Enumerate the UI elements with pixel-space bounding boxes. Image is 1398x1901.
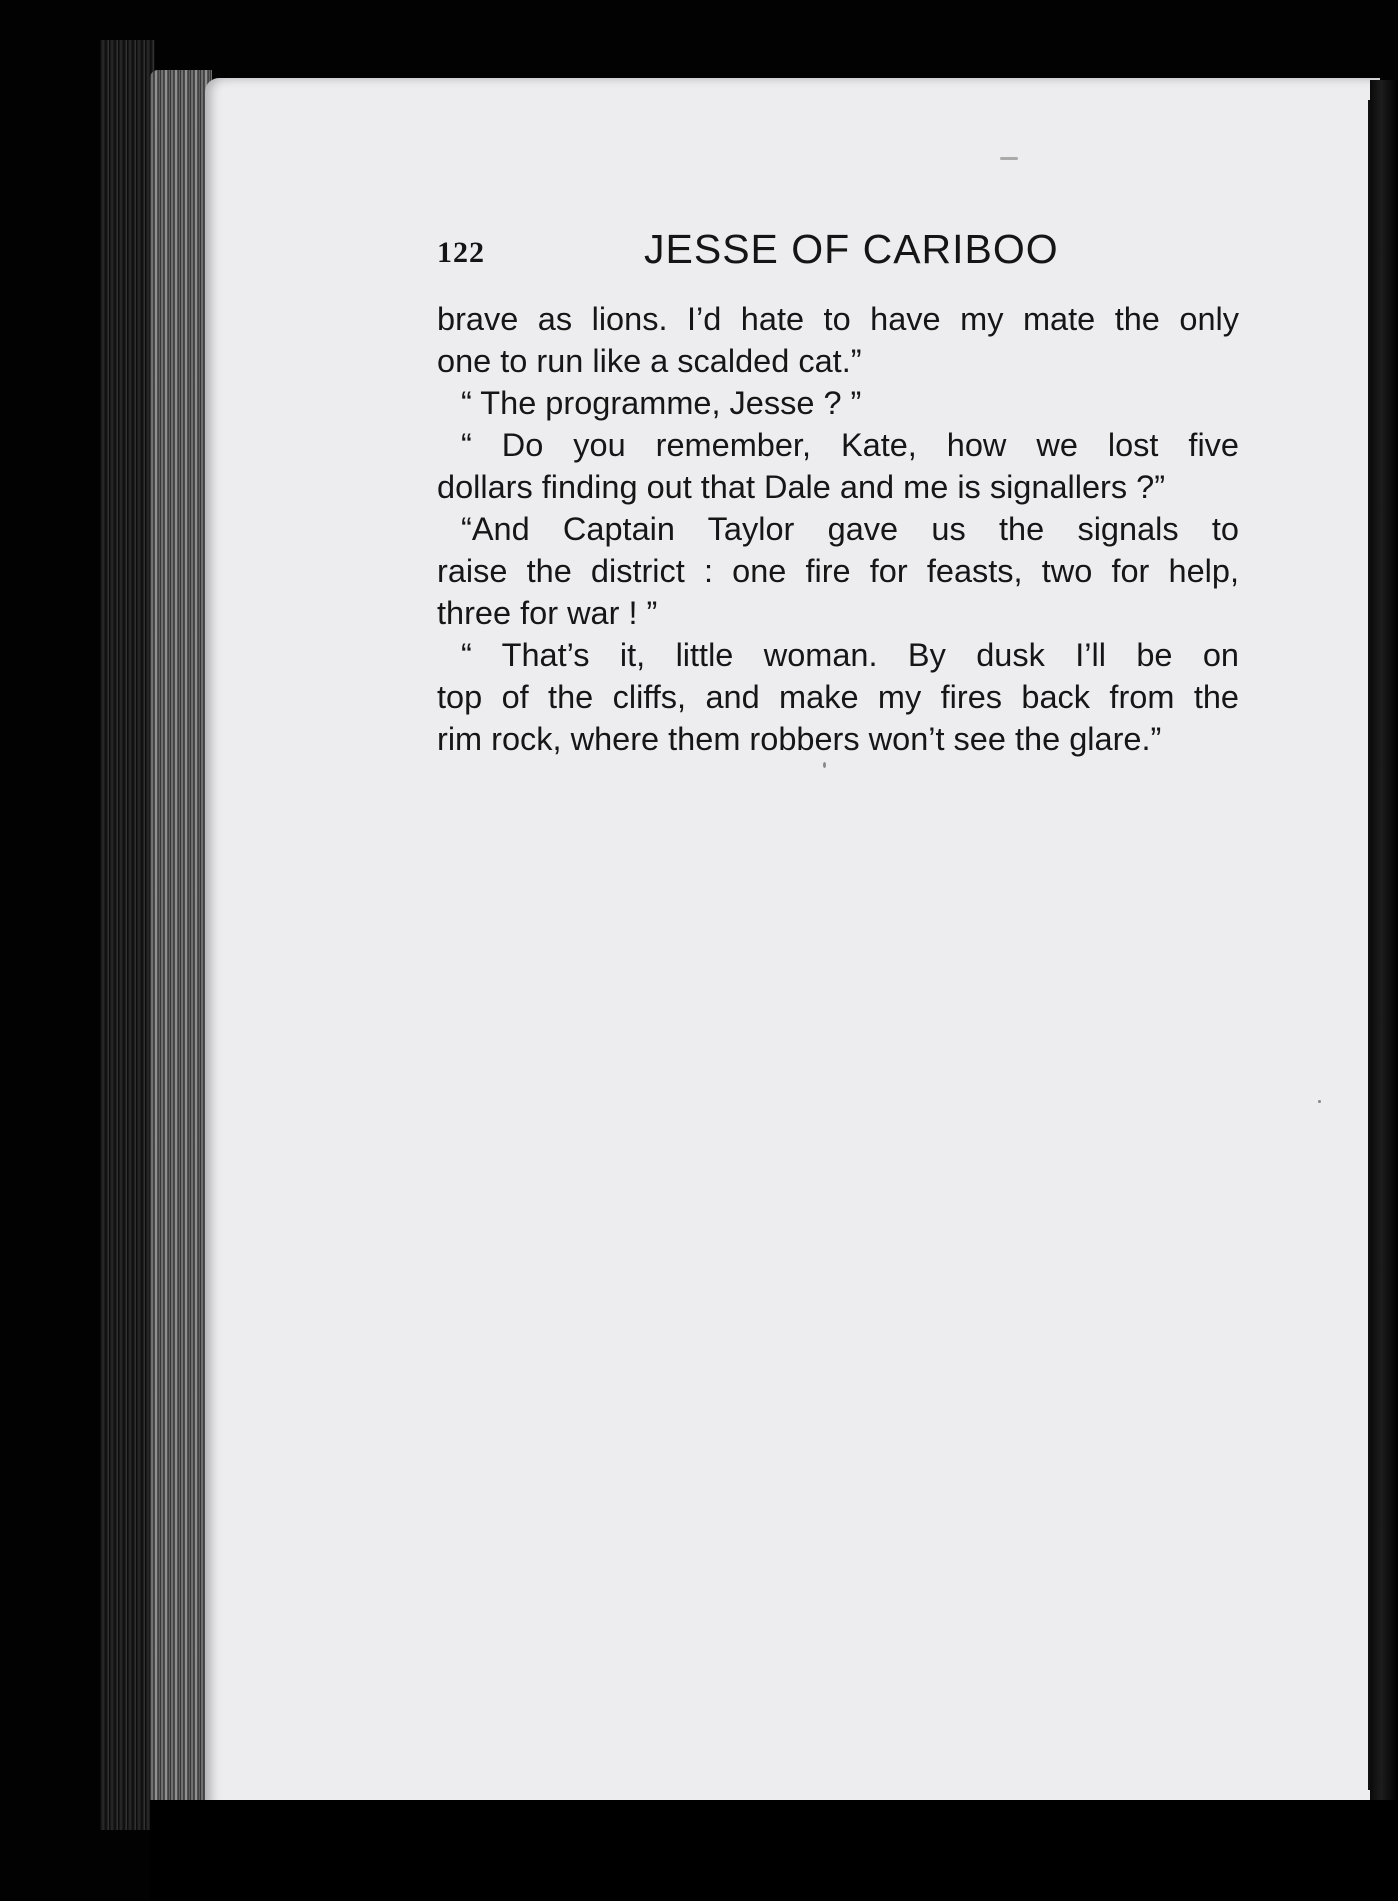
text-line: one to run like a scalded cat.” bbox=[437, 343, 862, 379]
page-header bbox=[437, 226, 1237, 276]
text-line: “ The programme, Jesse ? ” bbox=[461, 385, 862, 421]
dust-mark bbox=[823, 762, 826, 768]
text-line: “And Captain Taylor gave us the signals to bbox=[461, 511, 1239, 547]
text-line: rim rock, where them robbers won’t see the glare.” bbox=[437, 721, 1162, 757]
text-line: dollars finding out that Dale and me is signallers ?” bbox=[437, 469, 1166, 505]
running-title: JESSE OF CARIBOO bbox=[644, 226, 1059, 272]
text-line: three for war ! ” bbox=[437, 595, 658, 631]
dust-mark bbox=[1000, 157, 1018, 160]
text-line: “ Do you remember, Kate, how we lost five bbox=[461, 427, 1239, 463]
text-line: raise the district : one fire for feasts, two for help, bbox=[437, 553, 1239, 589]
dust-mark bbox=[1318, 1100, 1321, 1103]
text-line: top of the cliffs, and make my fires back from the bbox=[437, 679, 1239, 715]
next-page-edge bbox=[1370, 80, 1398, 1820]
page-number: 122 bbox=[437, 236, 485, 269]
text-line: “ That’s it, little woman. By dusk I’ll be on bbox=[461, 637, 1239, 673]
book-block-shadow bbox=[100, 40, 155, 1830]
body-text bbox=[437, 298, 1239, 760]
text-line: brave as lions. I’d hate to have my mate the only bbox=[437, 301, 1239, 337]
page-edges bbox=[150, 70, 212, 1805]
bottom-shadow bbox=[150, 1800, 1398, 1901]
